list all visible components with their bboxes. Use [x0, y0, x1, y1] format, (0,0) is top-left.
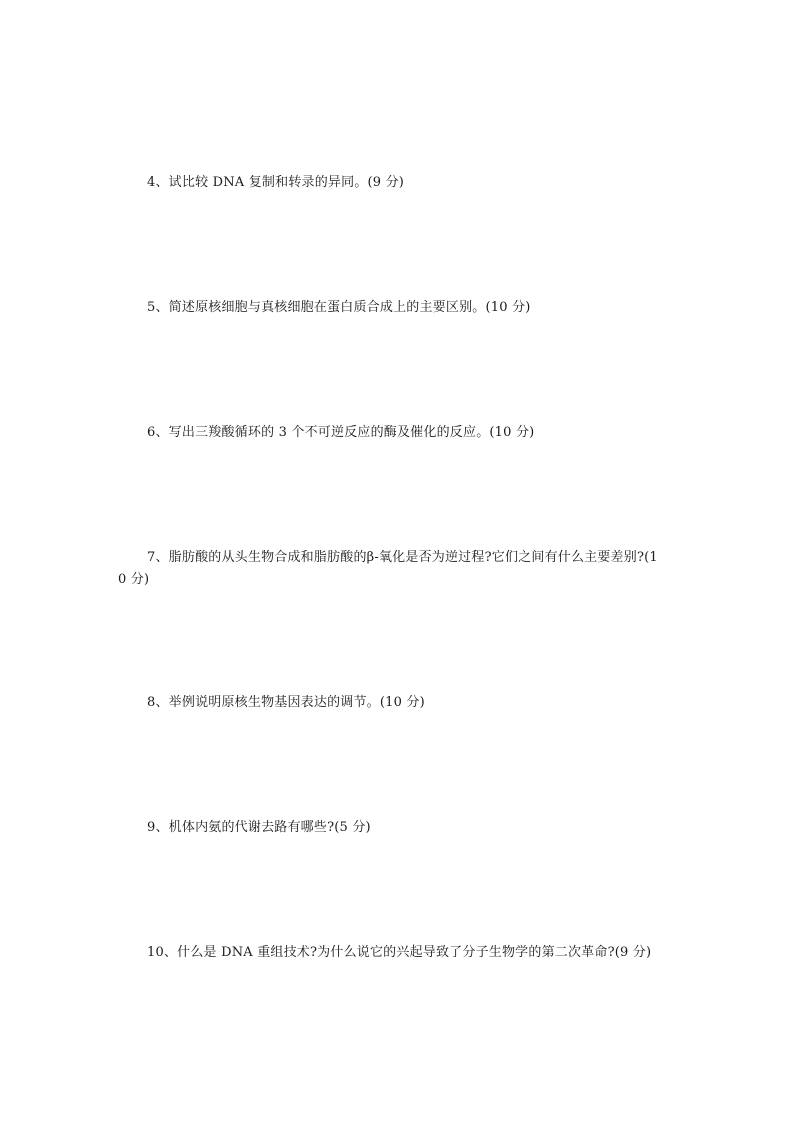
question-7: 7、脂肪酸的从头生物合成和脂肪酸的β-氧化是否为逆过程?它们之间有什么主要差别?(10 分)	[118, 550, 658, 587]
question-9: 9、机体内氨的代谢去路有哪些?(5 分)	[147, 820, 371, 835]
question-10: 10、什么是 DNA 重组技术?为什么说它的兴起导致了分子生物学的第二次革命?(9 分)	[147, 945, 652, 960]
question-4: 4、试比较 DNA 复制和转录的异同。(9 分)	[147, 175, 405, 190]
question-5: 5、简述原核细胞与真核细胞在蛋白质合成上的主要区别。(10 分)	[147, 300, 531, 315]
question-6: 6、写出三羧酸循环的 3 个不可逆反应的酶及催化的反应。(10 分)	[147, 425, 535, 440]
question-8: 8、举例说明原核生物基因表达的调节。(10 分)	[147, 695, 425, 710]
